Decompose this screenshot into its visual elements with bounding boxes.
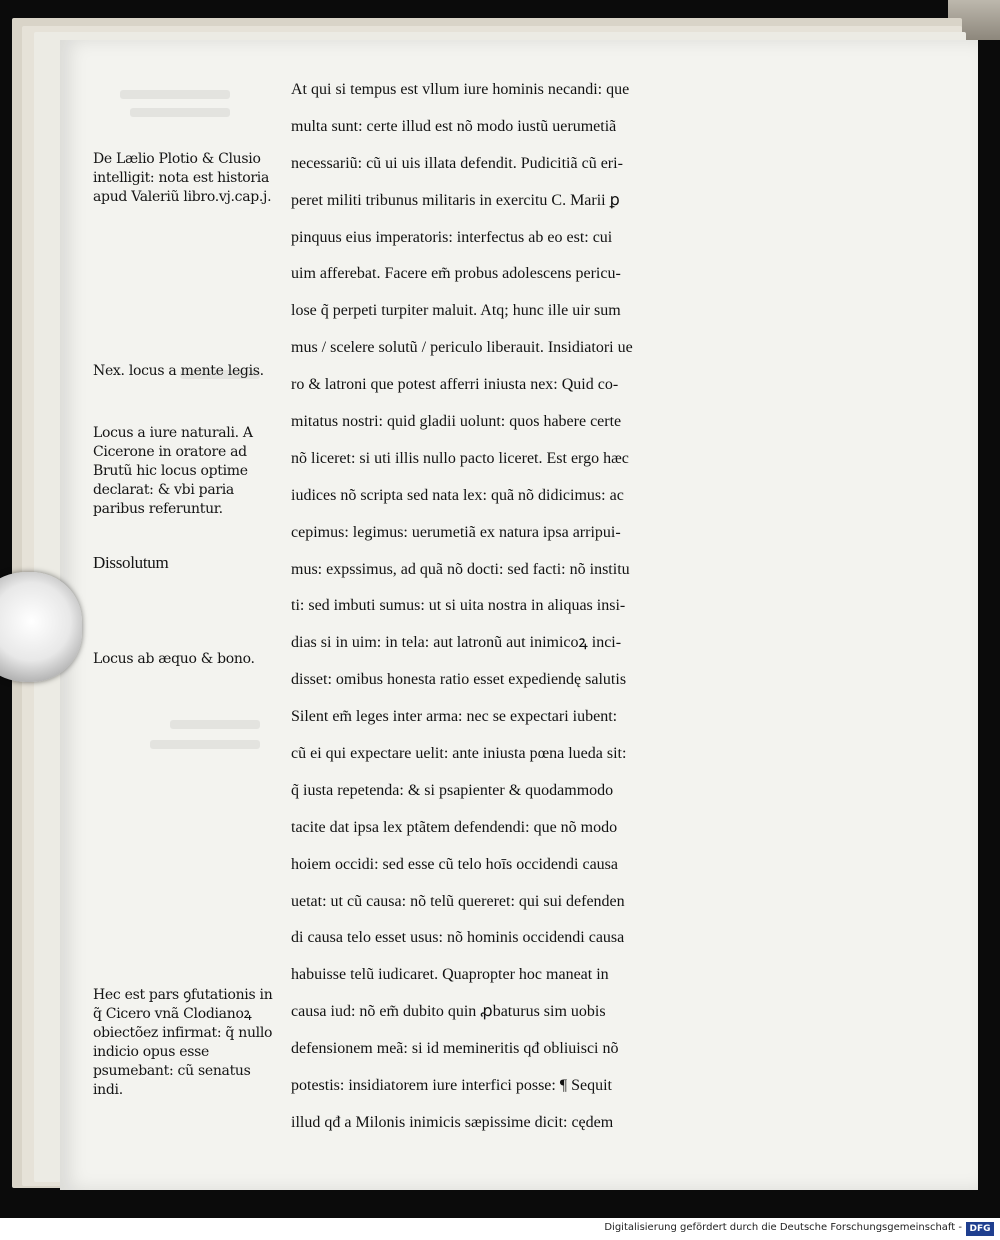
text-line: pinquus eius imperatoris: interfectus ab eo est: cui bbox=[291, 228, 613, 246]
text-line: nõ liceret: si uti illis nullo pacto liceret. Est ergo hæc bbox=[291, 449, 629, 467]
text-line: At qui si tempus est vllum iure hominis necandi: que bbox=[291, 81, 630, 98]
marginal-note: De Lælio Plotio & Clusio intelligit: nota est historia apud Valeriũ libro.vj.cap.j. bbox=[93, 151, 272, 205]
text-line: mitatus nostri: quid gladii uolunt: quos habere certe bbox=[291, 413, 622, 431]
text-line: di causa telo esset usus: nõ hominis occidendi causa bbox=[291, 929, 625, 947]
text-line: potestis: insidiatorem iure interfici posse: ¶ Sequit bbox=[291, 1077, 612, 1095]
bleed-through-mark bbox=[130, 108, 230, 117]
text-line: ro & latroni que potest afferri iniusta nex: Quid co- bbox=[291, 376, 619, 394]
text-line: tacite dat ipsa lex ptãtem defendendi: que nõ modo bbox=[291, 818, 618, 836]
text-line: causa iud: nõ em̃ dubito quin ꝓbaturus sim uobis bbox=[291, 1003, 606, 1021]
text-line: peret militi tribunus militaris in exercitu C. Marii ꝑ bbox=[291, 191, 620, 209]
text-line: cepimus: legimus: uerumetiã ex natura ipsa arripui- bbox=[291, 523, 621, 541]
bleed-through-mark bbox=[170, 720, 260, 729]
dfg-logo: DFG bbox=[966, 1222, 994, 1236]
bleed-through-mark bbox=[120, 90, 230, 99]
text-line: q̃ iusta repetenda: & si psapienter & quodammodo bbox=[291, 781, 614, 799]
main-text-block bbox=[291, 72, 916, 1142]
text-line: multa sunt: certe illud est nõ modo iustũ uerumetiã bbox=[291, 117, 617, 135]
footer-bar bbox=[0, 1218, 1000, 1240]
funding-credit: Digitalisierung gefördert durch die Deutsche Forschungsgemeinschaft - bbox=[604, 1222, 962, 1233]
text-line: mus / scelere solutũ / periculo liberauit. Insidiatori ue bbox=[291, 339, 633, 357]
text-line: disset: omibus honesta ratio esset expediendę salutis bbox=[291, 671, 627, 689]
marginal-note: Nex. locus a mente legis. bbox=[93, 363, 264, 379]
text-line: habuisse telũ iudicaret. Quapropter hoc maneat in bbox=[291, 966, 609, 984]
marginal-note: Hec est pars ꝯfutationis in q̃ Cicero vnã Clodianoꝝ obiectõez infirmat: q̃ nullo indicio opus esse psumebant: cũ senatus indi. bbox=[93, 987, 273, 1098]
text-line: lose q̃ perpeti turpiter maluit. Atq; hunc ille uir sum bbox=[291, 302, 621, 320]
text-line: iudices nõ scripta sed nata lex: quã nõ didicimus: ac bbox=[291, 486, 624, 504]
text-line: uim afferebat. Facere em̃ probus adolescens pericu- bbox=[291, 265, 621, 283]
text-line: ti: sed imbuti sumus: ut si uita nostra in aliquas insi- bbox=[291, 597, 626, 615]
text-line: hoiem occidi: sed esse cũ telo hoīs occidendi causa bbox=[291, 855, 619, 873]
marginal-note: Dissolutum bbox=[93, 553, 169, 572]
text-line: defensionem meã: si id memineritis qđ obliuisci nõ bbox=[291, 1040, 619, 1058]
text-line: Silent em̃ leges inter arma: nec se expectari iubent: bbox=[291, 708, 618, 726]
text-line: necessariũ: cũ ui uis illata defendit. Pudicitiã cũ eri- bbox=[291, 154, 623, 172]
text-line: illud qđ a Milonis inimicis sæpissime dicit: cędem bbox=[291, 1113, 614, 1131]
text-line: mus: expssimus, ad quã nõ docti: sed facti: nõ institu bbox=[291, 560, 630, 578]
marginal-note: Locus ab æquo & bono. bbox=[93, 651, 255, 667]
text-line: uetat: ut cũ causa: nõ telũ quereret: qui sui defenden bbox=[291, 892, 625, 910]
marginal-note: Locus a iure naturali. A Cicerone in oratore ad Brutũ hic locus optime declarat: & vbi paria paribus referuntur. bbox=[93, 425, 253, 517]
text-line: cũ ei qui expectare uelit: ante iniusta pœna lueda sit: bbox=[291, 745, 627, 763]
bleed-through-mark bbox=[150, 740, 260, 749]
text-line: dias si in uim: in tela: aut latronũ aut inimicoꝝ inci- bbox=[291, 634, 622, 652]
